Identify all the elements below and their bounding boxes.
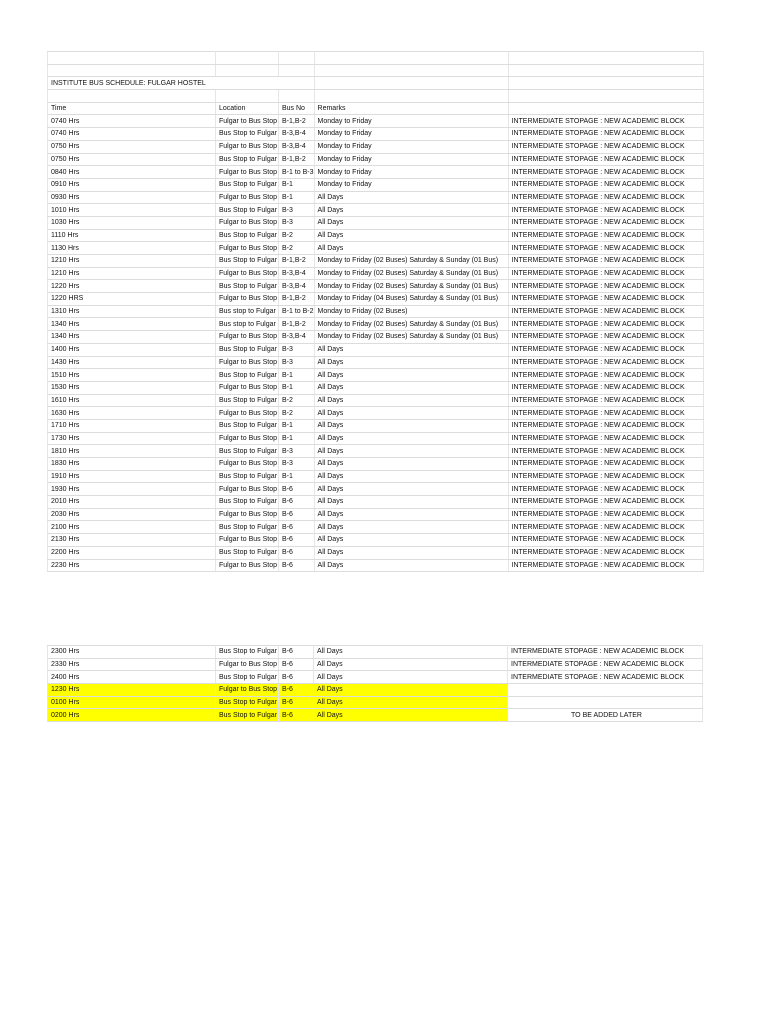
cell-note: INTERMEDIATE STOPAGE : NEW ACADEMIC BLOCK bbox=[508, 559, 703, 572]
cell-time: 2400 Hrs bbox=[48, 671, 216, 684]
cell-bus-no: B-2 bbox=[279, 242, 315, 255]
cell-location: Bus Stop to Fulgar bbox=[216, 229, 279, 242]
table-row bbox=[48, 445, 704, 458]
cell-time: 1530 Hrs bbox=[48, 381, 216, 394]
header-time: Time bbox=[48, 102, 216, 115]
cell-bus-no: B-3,B-4 bbox=[279, 280, 315, 293]
cell-bus-no: B-6 bbox=[279, 559, 315, 572]
cell-remarks: All Days bbox=[314, 204, 508, 217]
cell-note: INTERMEDIATE STOPAGE : NEW ACADEMIC BLOCK bbox=[508, 445, 703, 458]
cell-note: INTERMEDIATE STOPAGE : NEW ACADEMIC BLOCK bbox=[508, 521, 703, 534]
cell-note: INTERMEDIATE STOPAGE : NEW ACADEMIC BLOCK bbox=[508, 381, 703, 394]
cell-note: INTERMEDIATE STOPAGE : NEW ACADEMIC BLOCK bbox=[508, 369, 703, 382]
table-row bbox=[48, 115, 704, 128]
cell-location: Bus Stop to Fulgar bbox=[216, 204, 279, 217]
cell-remarks: All Days bbox=[314, 458, 508, 471]
cell-time: 1730 Hrs bbox=[48, 432, 216, 445]
cell-note: INTERMEDIATE STOPAGE : NEW ACADEMIC BLOCK bbox=[508, 305, 703, 318]
cell-time: 2010 Hrs bbox=[48, 496, 216, 509]
cell-bus-no: B-6 bbox=[279, 534, 315, 547]
cell-bus-no: B-6 bbox=[279, 658, 314, 671]
cell-bus-no: B-1 bbox=[279, 470, 315, 483]
table-row bbox=[48, 178, 704, 191]
cell-location: Bus Stop to Fulgar bbox=[216, 671, 279, 684]
cell-time: 1130 Hrs bbox=[48, 242, 216, 255]
cell-location: Bus Stop to Fulgar bbox=[216, 646, 279, 659]
schedule-table bbox=[47, 51, 704, 572]
cell-note: INTERMEDIATE STOPAGE : NEW ACADEMIC BLOCK bbox=[508, 671, 703, 684]
cell-remarks: Monday to Friday (02 Buses) bbox=[314, 305, 508, 318]
cell-location: Fulgar to Bus Stop bbox=[216, 508, 279, 521]
cell-note: INTERMEDIATE STOPAGE : NEW ACADEMIC BLOCK bbox=[508, 458, 703, 471]
cell-location: Fulgar to Bus Stop bbox=[216, 140, 279, 153]
cell-time: 0200 Hrs bbox=[48, 709, 216, 722]
late-schedule-table bbox=[47, 645, 703, 722]
cell-time: 1010 Hrs bbox=[48, 204, 216, 217]
table-row bbox=[48, 356, 704, 369]
table-row bbox=[48, 709, 703, 722]
cell-remarks: Monday to Friday bbox=[314, 115, 508, 128]
cell-remarks: All Days bbox=[314, 671, 508, 684]
cell-time: 1210 Hrs bbox=[48, 255, 216, 268]
cell-note: INTERMEDIATE STOPAGE : NEW ACADEMIC BLOCK bbox=[508, 407, 703, 420]
cell-bus-no: B-3 bbox=[279, 445, 315, 458]
cell-bus-no: B-1 bbox=[279, 419, 315, 432]
cell-note: INTERMEDIATE STOPAGE : NEW ACADEMIC BLOCK bbox=[508, 140, 703, 153]
cell-location: Bus Stop to Fulgar bbox=[216, 153, 279, 166]
cell-location: Fulgar to Bus Stop bbox=[216, 432, 279, 445]
cell-remarks: All Days bbox=[314, 419, 508, 432]
cell-bus-no: B-1 bbox=[279, 381, 315, 394]
cell-location: Bus Stop to Fulgar bbox=[216, 546, 279, 559]
cell-time: 1220 HRS bbox=[48, 293, 216, 306]
cell-remarks: Monday to Friday bbox=[314, 166, 508, 179]
cell-location: Bus Stop to Fulgar bbox=[216, 394, 279, 407]
cell-remarks: Monday to Friday bbox=[314, 153, 508, 166]
cell-location: Bus Stop to Fulgar bbox=[216, 419, 279, 432]
table-row bbox=[48, 432, 704, 445]
cell-time: 2130 Hrs bbox=[48, 534, 216, 547]
cell-location: Bus Stop to Fulgar bbox=[216, 696, 279, 709]
cell-location: Bus Stop to Fulgar bbox=[216, 470, 279, 483]
cell-bus-no: B-1 bbox=[279, 432, 315, 445]
cell-note: INTERMEDIATE STOPAGE : NEW ACADEMIC BLOCK bbox=[508, 331, 703, 344]
cell-remarks: All Days bbox=[314, 658, 508, 671]
cell-bus-no: B-1 bbox=[279, 191, 315, 204]
cell-time: 2100 Hrs bbox=[48, 521, 216, 534]
cell-time: 0910 Hrs bbox=[48, 178, 216, 191]
table-row bbox=[48, 204, 704, 217]
table-row bbox=[48, 267, 704, 280]
table-row bbox=[48, 658, 703, 671]
table-row bbox=[48, 508, 704, 521]
cell-location: Fulgar to Bus Stop bbox=[216, 658, 279, 671]
table-row bbox=[48, 546, 704, 559]
cell-bus-no: B-6 bbox=[279, 646, 314, 659]
table-row bbox=[48, 458, 704, 471]
title-row bbox=[48, 77, 704, 90]
cell-time: 1340 Hrs bbox=[48, 331, 216, 344]
cell-bus-no: B-1,B-2 bbox=[279, 255, 315, 268]
cell-time: 1910 Hrs bbox=[48, 470, 216, 483]
cell-bus-no: B-1,B-2 bbox=[279, 153, 315, 166]
table-row bbox=[48, 381, 704, 394]
cell-remarks: All Days bbox=[314, 559, 508, 572]
table-row bbox=[48, 153, 704, 166]
cell-time: 1110 Hrs bbox=[48, 229, 216, 242]
cell-location: Bus Stop to Fulgar bbox=[216, 255, 279, 268]
cell-remarks: All Days bbox=[314, 684, 508, 697]
cell-remarks: Monday to Friday bbox=[314, 140, 508, 153]
cell-time: 1810 Hrs bbox=[48, 445, 216, 458]
table-row bbox=[48, 191, 704, 204]
cell-location: Fulgar to Bus Stop bbox=[216, 267, 279, 280]
cell-note: INTERMEDIATE STOPAGE : NEW ACADEMIC BLOCK bbox=[508, 646, 703, 659]
cell-remarks: All Days bbox=[314, 521, 508, 534]
cell-note: INTERMEDIATE STOPAGE : NEW ACADEMIC BLOCK bbox=[508, 204, 703, 217]
empty-row bbox=[48, 52, 704, 65]
cell-note: INTERMEDIATE STOPAGE : NEW ACADEMIC BLOCK bbox=[508, 166, 703, 179]
table-row bbox=[48, 559, 704, 572]
cell-note: INTERMEDIATE STOPAGE : NEW ACADEMIC BLOCK bbox=[508, 293, 703, 306]
cell-time: 1030 Hrs bbox=[48, 216, 216, 229]
cell-location: Bus Stop to Fulgar bbox=[216, 709, 279, 722]
cell-time: 1400 Hrs bbox=[48, 343, 216, 356]
cell-time: 2330 Hrs bbox=[48, 658, 216, 671]
cell-remarks: Monday to Friday (02 Buses) Saturday & Sunday (01 Bus) bbox=[314, 318, 508, 331]
cell-bus-no: B-3,B-4 bbox=[279, 267, 315, 280]
cell-remarks: Monday to Friday bbox=[314, 178, 508, 191]
cell-time: 1430 Hrs bbox=[48, 356, 216, 369]
cell-remarks: Monday to Friday (02 Buses) Saturday & Sunday (01 Bus) bbox=[314, 280, 508, 293]
cell-remarks: All Days bbox=[314, 407, 508, 420]
table-row bbox=[48, 331, 704, 344]
cell-note: INTERMEDIATE STOPAGE : NEW ACADEMIC BLOCK bbox=[508, 267, 703, 280]
cell-location: Bus stop to Fulgar bbox=[216, 318, 279, 331]
cell-note: INTERMEDIATE STOPAGE : NEW ACADEMIC BLOCK bbox=[508, 178, 703, 191]
cell-remarks: All Days bbox=[314, 483, 508, 496]
cell-bus-no: B-3 bbox=[279, 356, 315, 369]
cell-remarks: All Days bbox=[314, 546, 508, 559]
cell-location: Fulgar to Bus Stop bbox=[216, 166, 279, 179]
cell-location: Fulgar to Bus Stop bbox=[216, 559, 279, 572]
cell-location: Fulgar to Bus Stop bbox=[216, 356, 279, 369]
cell-remarks: All Days bbox=[314, 229, 508, 242]
cell-bus-no: B-3 bbox=[279, 343, 315, 356]
cell-bus-no: B-1,B-2 bbox=[279, 293, 315, 306]
table-row bbox=[48, 293, 704, 306]
sheet-title: INSTITUTE BUS SCHEDULE: FULGAR HOSTEL bbox=[48, 77, 315, 90]
cell-time: 0750 Hrs bbox=[48, 153, 216, 166]
table-row bbox=[48, 521, 704, 534]
cell-time: 1310 Hrs bbox=[48, 305, 216, 318]
cell-note: INTERMEDIATE STOPAGE : NEW ACADEMIC BLOCK bbox=[508, 255, 703, 268]
cell-remarks: All Days bbox=[314, 496, 508, 509]
cell-note: INTERMEDIATE STOPAGE : NEW ACADEMIC BLOCK bbox=[508, 153, 703, 166]
cell-location: Fulgar to Bus Stop bbox=[216, 115, 279, 128]
cell-bus-no: B-6 bbox=[279, 496, 315, 509]
cell-time: 0740 Hrs bbox=[48, 115, 216, 128]
cell-location: Fulgar to Bus Stop bbox=[216, 534, 279, 547]
cell-time: 1610 Hrs bbox=[48, 394, 216, 407]
cell-time: 1510 Hrs bbox=[48, 369, 216, 382]
cell-remarks: Monday to Friday bbox=[314, 128, 508, 141]
cell-remarks: All Days bbox=[314, 356, 508, 369]
cell-remarks: All Days bbox=[314, 445, 508, 458]
cell-bus-no: B-1 to B-3 bbox=[279, 166, 315, 179]
table-row bbox=[48, 255, 704, 268]
cell-note: INTERMEDIATE STOPAGE : NEW ACADEMIC BLOCK bbox=[508, 483, 703, 496]
cell-time: 2030 Hrs bbox=[48, 508, 216, 521]
table-row bbox=[48, 229, 704, 242]
cell-time: 1830 Hrs bbox=[48, 458, 216, 471]
table-row bbox=[48, 483, 704, 496]
cell-note: INTERMEDIATE STOPAGE : NEW ACADEMIC BLOCK bbox=[508, 128, 703, 141]
empty-row bbox=[48, 90, 704, 103]
cell-empty bbox=[508, 684, 703, 697]
cell-bus-no: B-6 bbox=[279, 483, 315, 496]
cell-time: 1210 Hrs bbox=[48, 267, 216, 280]
cell-location: Bus Stop to Fulgar bbox=[216, 128, 279, 141]
cell-bus-no: B-6 bbox=[279, 696, 314, 709]
cell-location: Fulgar to Bus Stop bbox=[216, 293, 279, 306]
cell-bus-no: B-6 bbox=[279, 508, 315, 521]
cell-remarks: Monday to Friday (02 Buses) Saturday & Sunday (01 Bus) bbox=[314, 267, 508, 280]
cell-note: INTERMEDIATE STOPAGE : NEW ACADEMIC BLOCK bbox=[508, 280, 703, 293]
cell-remarks: All Days bbox=[314, 432, 508, 445]
cell-bus-no: B-3,B-4 bbox=[279, 128, 315, 141]
cell-remarks: Monday to Friday (02 Buses) Saturday & Sunday (01 Bus) bbox=[314, 331, 508, 344]
cell-note: INTERMEDIATE STOPAGE : NEW ACADEMIC BLOCK bbox=[508, 508, 703, 521]
cell-time: 0750 Hrs bbox=[48, 140, 216, 153]
cell-note: INTERMEDIATE STOPAGE : NEW ACADEMIC BLOCK bbox=[508, 432, 703, 445]
cell-bus-no: B-1,B-2 bbox=[279, 115, 315, 128]
cell-remarks: All Days bbox=[314, 394, 508, 407]
cell-remarks: All Days bbox=[314, 242, 508, 255]
table-row bbox=[48, 696, 703, 709]
cell-location: Fulgar to Bus Stop bbox=[216, 191, 279, 204]
cell-location: Bus Stop to Fulgar bbox=[216, 521, 279, 534]
table-row bbox=[48, 646, 703, 659]
cell-time: 0840 Hrs bbox=[48, 166, 216, 179]
cell-location: Bus Stop to Fulgar bbox=[216, 445, 279, 458]
table-row bbox=[48, 394, 704, 407]
cell-note: INTERMEDIATE STOPAGE : NEW ACADEMIC BLOCK bbox=[508, 470, 703, 483]
cell-time: 1710 Hrs bbox=[48, 419, 216, 432]
cell-remarks: All Days bbox=[314, 381, 508, 394]
cell-remarks: Monday to Friday (04 Buses) Saturday & Sunday (01 Bus) bbox=[314, 293, 508, 306]
table-row bbox=[48, 684, 703, 697]
cell-location: Bus Stop to Fulgar bbox=[216, 369, 279, 382]
cell-time: 0930 Hrs bbox=[48, 191, 216, 204]
cell-time: 1230 Hrs bbox=[48, 684, 216, 697]
cell-note: INTERMEDIATE STOPAGE : NEW ACADEMIC BLOCK bbox=[508, 658, 703, 671]
cell-bus-no: B-1 to B-2 bbox=[279, 305, 315, 318]
table-row bbox=[48, 496, 704, 509]
cell-bus-no: B-6 bbox=[279, 521, 315, 534]
cell-remarks: Monday to Friday (02 Buses) Saturday & Sunday (01 Bus) bbox=[314, 255, 508, 268]
cell-time: 2200 Hrs bbox=[48, 546, 216, 559]
table-row bbox=[48, 216, 704, 229]
cell-location: Fulgar to Bus Stop bbox=[216, 407, 279, 420]
cell-remarks: All Days bbox=[314, 470, 508, 483]
cell-empty bbox=[508, 696, 703, 709]
cell-bus-no: B-2 bbox=[279, 229, 315, 242]
cell-bus-no: B-1 bbox=[279, 178, 315, 191]
cell-location: Bus Stop to Fulgar bbox=[216, 343, 279, 356]
cell-bus-no: B-6 bbox=[279, 671, 314, 684]
header-location: Location bbox=[216, 102, 279, 115]
cell-location: Fulgar to Bus Stop bbox=[216, 216, 279, 229]
table-row bbox=[48, 166, 704, 179]
table-row bbox=[48, 407, 704, 420]
cell-bus-no: B-1 bbox=[279, 369, 315, 382]
cell-note: INTERMEDIATE STOPAGE : NEW ACADEMIC BLOCK bbox=[508, 343, 703, 356]
cell-note: INTERMEDIATE STOPAGE : NEW ACADEMIC BLOCK bbox=[508, 318, 703, 331]
table-row bbox=[48, 305, 704, 318]
cell-note: INTERMEDIATE STOPAGE : NEW ACADEMIC BLOCK bbox=[508, 115, 703, 128]
cell-bus-no: B-6 bbox=[279, 684, 314, 697]
cell-note: INTERMEDIATE STOPAGE : NEW ACADEMIC BLOCK bbox=[508, 242, 703, 255]
cell-remarks: All Days bbox=[314, 709, 508, 722]
table-row bbox=[48, 534, 704, 547]
cell-location: Fulgar to Bus Stop bbox=[216, 331, 279, 344]
cell-remarks: All Days bbox=[314, 369, 508, 382]
cell-time: 0100 Hrs bbox=[48, 696, 216, 709]
cell-note: INTERMEDIATE STOPAGE : NEW ACADEMIC BLOCK bbox=[508, 356, 703, 369]
cell-remarks: All Days bbox=[314, 343, 508, 356]
cell-bus-no: B-1,B-2 bbox=[279, 318, 315, 331]
cell-location: Bus Stop to Fulgar bbox=[216, 280, 279, 293]
cell-note: INTERMEDIATE STOPAGE : NEW ACADEMIC BLOCK bbox=[508, 229, 703, 242]
to-be-added-note: TO BE ADDED LATER bbox=[508, 709, 703, 722]
cell-time: 0740 Hrs bbox=[48, 128, 216, 141]
cell-bus-no: B-3,B-4 bbox=[279, 140, 315, 153]
cell-time: 1340 Hrs bbox=[48, 318, 216, 331]
cell-note: INTERMEDIATE STOPAGE : NEW ACADEMIC BLOCK bbox=[508, 216, 703, 229]
table-row bbox=[48, 671, 703, 684]
cell-bus-no: B-3 bbox=[279, 204, 315, 217]
cell-note: INTERMEDIATE STOPAGE : NEW ACADEMIC BLOCK bbox=[508, 534, 703, 547]
cell-bus-no: B-2 bbox=[279, 394, 315, 407]
table-row bbox=[48, 419, 704, 432]
cell-time: 1220 Hrs bbox=[48, 280, 216, 293]
cell-location: Fulgar to Bus Stop bbox=[216, 242, 279, 255]
cell-location: Bus stop to Fulgar bbox=[216, 305, 279, 318]
table-row bbox=[48, 280, 704, 293]
cell-time: 1630 Hrs bbox=[48, 407, 216, 420]
cell-remarks: All Days bbox=[314, 191, 508, 204]
table-row bbox=[48, 140, 704, 153]
cell-remarks: All Days bbox=[314, 508, 508, 521]
cell-note: INTERMEDIATE STOPAGE : NEW ACADEMIC BLOCK bbox=[508, 419, 703, 432]
cell-bus-no: B-2 bbox=[279, 407, 315, 420]
table-row bbox=[48, 470, 704, 483]
cell-location: Fulgar to Bus Stop bbox=[216, 684, 279, 697]
table-row bbox=[48, 242, 704, 255]
cell-note: INTERMEDIATE STOPAGE : NEW ACADEMIC BLOCK bbox=[508, 191, 703, 204]
empty-row bbox=[48, 64, 704, 77]
cell-remarks: All Days bbox=[314, 216, 508, 229]
cell-location: Fulgar to Bus Stop bbox=[216, 381, 279, 394]
cell-time: 1930 Hrs bbox=[48, 483, 216, 496]
cell-time: 2230 Hrs bbox=[48, 559, 216, 572]
cell-remarks: All Days bbox=[314, 696, 508, 709]
table-row bbox=[48, 369, 704, 382]
table-row bbox=[48, 318, 704, 331]
table-row bbox=[48, 343, 704, 356]
cell-bus-no: B-3 bbox=[279, 458, 315, 471]
cell-location: Bus Stop to Fulgar bbox=[216, 178, 279, 191]
cell-time: 2300 Hrs bbox=[48, 646, 216, 659]
cell-location: Fulgar to Bus Stop bbox=[216, 483, 279, 496]
cell-location: Fulgar to Bus Stop bbox=[216, 458, 279, 471]
cell-note: INTERMEDIATE STOPAGE : NEW ACADEMIC BLOCK bbox=[508, 394, 703, 407]
cell-remarks: All Days bbox=[314, 534, 508, 547]
header-remarks: Remarks bbox=[314, 102, 508, 115]
cell-note: INTERMEDIATE STOPAGE : NEW ACADEMIC BLOCK bbox=[508, 546, 703, 559]
header-row bbox=[48, 102, 704, 115]
cell-bus-no: B-3,B-4 bbox=[279, 331, 315, 344]
cell-bus-no: B-6 bbox=[279, 546, 315, 559]
cell-bus-no: B-6 bbox=[279, 709, 314, 722]
cell-bus-no: B-3 bbox=[279, 216, 315, 229]
cell-location: Bus Stop to Fulgar bbox=[216, 496, 279, 509]
header-bus-no: Bus No bbox=[279, 102, 315, 115]
cell-remarks: All Days bbox=[314, 646, 508, 659]
table-row bbox=[48, 128, 704, 141]
cell-note: INTERMEDIATE STOPAGE : NEW ACADEMIC BLOCK bbox=[508, 496, 703, 509]
